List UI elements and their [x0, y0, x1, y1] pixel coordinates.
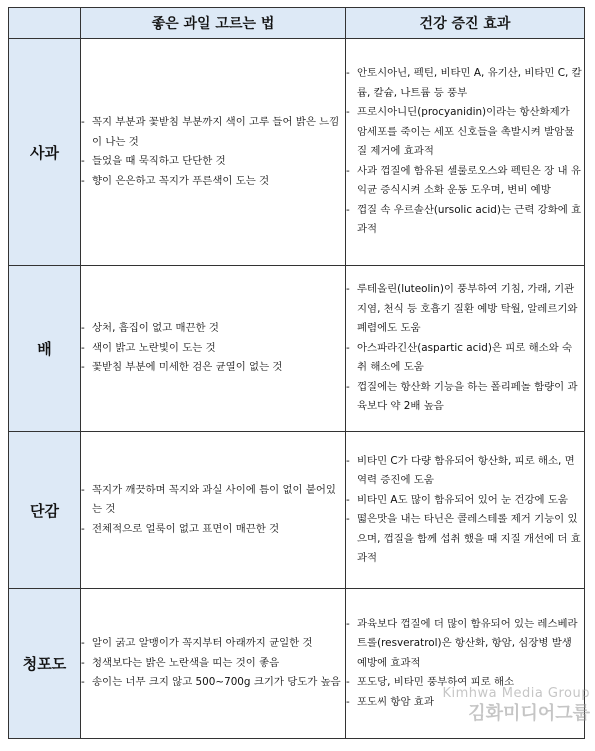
- header-row: [9, 8, 585, 39]
- list-item: - 사과 껍질에 함유된 셀룰로오스와 펙틴은 장 내 유익균 증식시켜 소화 운동 도우며, 변비 예방: [346, 162, 582, 201]
- health-benefits-list: [346, 64, 584, 240]
- list-item: - 안토시아닌, 펙틴, 비타민 A, 유기산, 비타민 C, 칼륨, 칼슘, 나트륨 등 풍부: [346, 64, 582, 103]
- how-to-choose-list: [81, 634, 345, 693]
- list-item: - 들었을 때 묵직하고 단단한 것: [81, 152, 343, 172]
- list-item: - 포도당, 비타민 풍부하여 피로 해소: [346, 673, 582, 693]
- watermark-english: Kimhwa Media Group: [442, 686, 590, 701]
- how-to-choose-cell: [81, 589, 346, 739]
- list-item: - 꼭지가 깨끗하며 꼭지와 과실 사이에 틈이 없이 붙어있는 것: [81, 481, 343, 520]
- list-item: - 색이 밝고 노란빛이 도는 것: [81, 339, 343, 359]
- fruit-name: 청포도: [9, 589, 81, 739]
- how-to-choose-cell: [81, 266, 346, 432]
- watermark-korean: 김화미디어그룹: [468, 703, 590, 724]
- list-item: - 아스파라긴산(aspartic acid)은 피로 해소와 숙취 해소에 도움: [346, 339, 582, 378]
- list-item: - 알이 굵고 알맹이가 꼭지부터 아래까지 균일한 것: [81, 634, 343, 654]
- list-item: - 청색보다는 밝은 노란색을 띠는 것이 좋음: [81, 654, 343, 674]
- list-item: - 껍질에는 항산화 기능을 하는 폴리페놀 함량이 과육보다 약 2배 높음: [346, 378, 582, 417]
- table-row: [9, 432, 585, 589]
- header-empty-cell: [9, 8, 81, 39]
- how-to-choose-list: [81, 481, 345, 540]
- health-benefits-cell: [346, 39, 585, 266]
- list-item: - 비타민 C가 다량 함유되어 항산화, 피로 해소, 면역력 증진에 도움: [346, 452, 582, 491]
- health-benefits-cell: [346, 266, 585, 432]
- how-to-choose-list: [81, 319, 345, 378]
- list-item: - 떫은맛을 내는 타닌은 콜레스테롤 제거 기능이 있으며, 껍질을 함께 섭취 했을 때 지질 개선에 더 효과적: [346, 510, 582, 569]
- fruit-name: 단감: [9, 432, 81, 589]
- list-item: - 송이는 너무 크지 않고 500~700g 크기가 당도가 높음: [81, 673, 343, 693]
- list-item: - 껍질 속 우르솔산(ursolic acid)는 근력 강화에 효과적: [346, 201, 582, 240]
- table-row: [9, 39, 585, 266]
- list-item: - 전체적으로 얼룩이 없고 표면이 매끈한 것: [81, 520, 343, 540]
- health-benefits-cell: [346, 432, 585, 589]
- how-to-choose-cell: [81, 39, 346, 266]
- health-benefits-list: [346, 280, 584, 417]
- publisher-watermark: [405, 686, 590, 725]
- fruit-name: 배: [9, 266, 81, 432]
- list-item: - 상처, 흠집이 없고 매끈한 것: [81, 319, 343, 339]
- table-row: [9, 266, 585, 432]
- list-item: - 비타민 A도 많이 함유되어 있어 눈 건강에 도움: [346, 491, 582, 511]
- list-item: - 과육보다 껍질에 더 많이 함유되어 있는 레스베라트롤(resveratrol)은 항산화, 항암, 심장병 발생 예방에 효과적: [346, 615, 582, 674]
- fruit-name: 사과: [9, 39, 81, 266]
- list-item: - 루테올린(luteolin)이 풍부하여 기침, 가래, 기관지염, 천식 등 호흡기 질환 예방 탁월, 알레르기와 폐렴에도 도움: [346, 280, 582, 339]
- how-to-choose-cell: [81, 432, 346, 589]
- fruit-guide-table: [8, 7, 585, 739]
- health-benefits-list: [346, 452, 584, 569]
- how-to-choose-list: [81, 113, 345, 191]
- header-how-to-choose: 좋은 과일 고르는 법: [81, 8, 346, 39]
- header-health-benefits: 건강 증진 효과: [346, 8, 585, 39]
- list-item: - 꼭지 부분과 꽃받침 부분까지 색이 고루 들어 밝은 느낌이 나는 것: [81, 113, 343, 152]
- list-item: - 포도씨 항암 효과: [346, 693, 582, 713]
- list-item: - 향이 은은하고 꼭지가 푸른색이 도는 것: [81, 172, 343, 192]
- list-item: - 프로시아니딘(procyanidin)이라는 항산화제가 암세포를 죽이는 세포 신호들을 촉발시켜 발암물질 제거에 효과적: [346, 103, 582, 162]
- list-item: - 꽃받침 부분에 미세한 검은 균열이 없는 것: [81, 358, 343, 378]
